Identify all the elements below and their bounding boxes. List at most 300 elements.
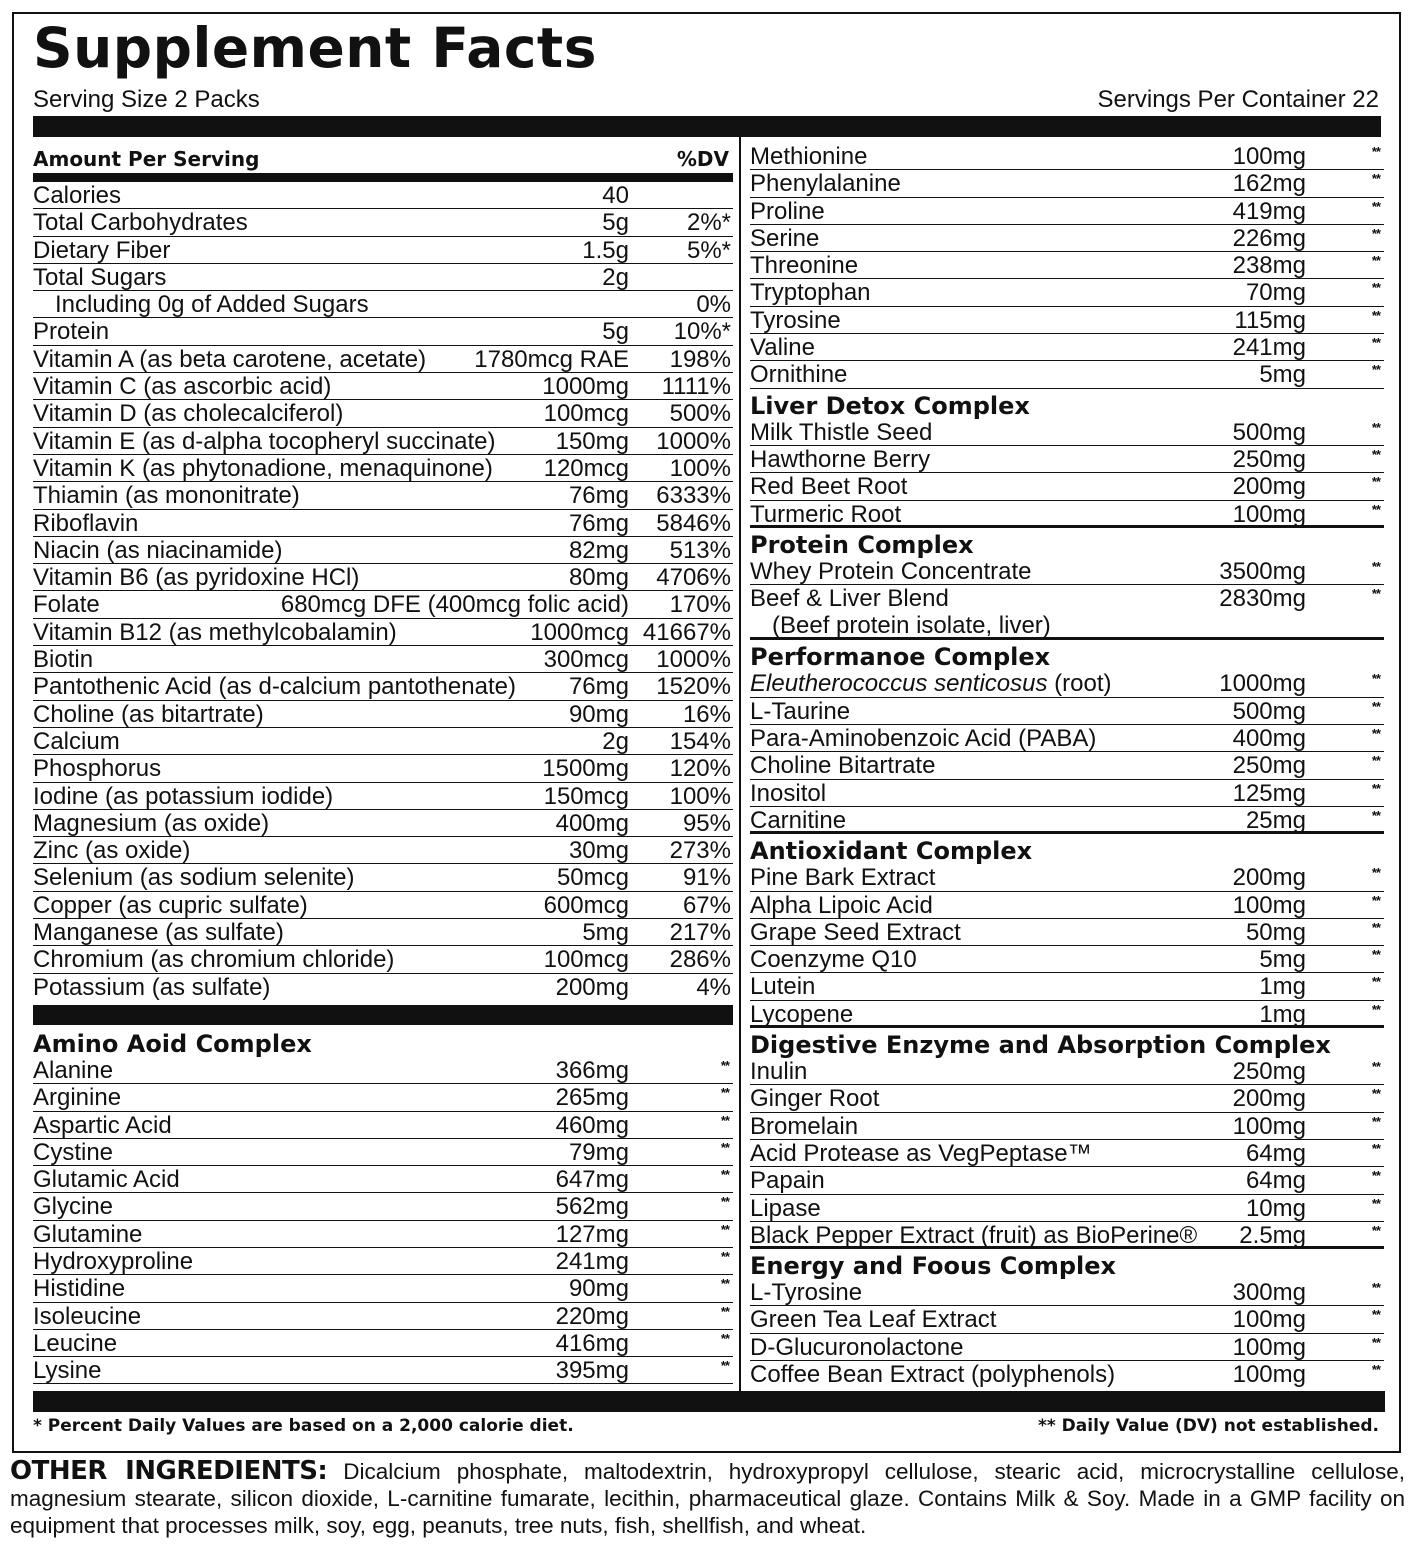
performance-row bbox=[750, 752, 1384, 779]
ingredient-name: Choline (as bitartrate) bbox=[33, 700, 264, 728]
ingredient-name: Isoleucine bbox=[33, 1302, 142, 1330]
ingredient-name-rest: (root) bbox=[1047, 670, 1112, 698]
percent-daily-value: 273% bbox=[669, 837, 731, 865]
ingredient-amount: 366mg bbox=[555, 1056, 629, 1084]
antioxidant-row bbox=[750, 892, 1384, 919]
nutrient-row bbox=[33, 701, 733, 728]
nutrient-row bbox=[33, 455, 733, 482]
dv-not-established-mark: ** bbox=[1371, 586, 1380, 602]
liver-row bbox=[750, 446, 1384, 473]
percent-daily-value: 500% bbox=[669, 400, 731, 428]
percent-daily-value: 5846% bbox=[656, 509, 731, 537]
ingredient-name: Milk Thistle Seed bbox=[750, 418, 933, 446]
ingredient-amount: 2g bbox=[602, 727, 629, 755]
amino-row bbox=[33, 1248, 733, 1275]
nutrient-row bbox=[33, 946, 733, 973]
energy-row bbox=[750, 1361, 1384, 1388]
energy-row bbox=[750, 1279, 1384, 1306]
ingredient-amount: 300mcg bbox=[543, 646, 629, 674]
ingredient-name: Valine bbox=[750, 334, 815, 362]
nutrient-row bbox=[33, 646, 733, 673]
dv-not-established-mark: ** bbox=[1371, 865, 1380, 881]
performance-section-title: Performanoe Complex bbox=[750, 643, 1051, 672]
ingredient-amount: 115mg bbox=[1234, 306, 1306, 334]
ingredient-name: Dietary Fiber bbox=[33, 236, 171, 264]
nutrient-row bbox=[33, 537, 733, 564]
ingredient-name: Serine bbox=[750, 224, 820, 252]
ingredient-amount: 200mg bbox=[1232, 864, 1306, 892]
ingredient-amount: 1000mg bbox=[1219, 670, 1306, 698]
ingredient-name: Threonine bbox=[750, 252, 859, 280]
nutrient-row bbox=[33, 974, 733, 1001]
dv-not-established-mark: ** bbox=[1371, 1195, 1380, 1211]
percent-daily-value: 0% bbox=[696, 291, 731, 319]
antioxidant-row bbox=[750, 919, 1384, 946]
ingredient-amount: 10mg bbox=[1245, 1194, 1306, 1222]
protein-list bbox=[750, 558, 1384, 613]
digestive-row bbox=[750, 1058, 1384, 1085]
ingredient-amount: 2.5mg bbox=[1239, 1221, 1306, 1249]
serving-size: Serving Size 2 Packs bbox=[33, 86, 260, 113]
ingredient-name: Niacin (as niacinamide) bbox=[33, 536, 283, 564]
ingredient-name: Methionine bbox=[750, 143, 868, 170]
ingredient-amount: 5mg bbox=[1259, 361, 1306, 389]
dv-not-established-mark: ** bbox=[720, 1303, 729, 1319]
ingredient-name: Protein bbox=[33, 318, 110, 346]
ingredient-name: Bromelain bbox=[750, 1112, 859, 1140]
ingredient-amount: 162mg bbox=[1232, 170, 1306, 198]
amount-per-serving-label: Amount Per Serving bbox=[33, 147, 260, 171]
amino-row bbox=[750, 225, 1384, 252]
ingredient-name: Riboflavin bbox=[33, 509, 139, 537]
ingredient-amount: 5g bbox=[602, 209, 629, 237]
ingredient-amount: 76mg bbox=[568, 673, 629, 701]
dv-not-established-mark: ** bbox=[1371, 1086, 1380, 1102]
ingredient-name: Coenzyme Q10 bbox=[750, 946, 917, 974]
percent-daily-value: 4706% bbox=[656, 564, 731, 592]
percent-daily-value: 16% bbox=[682, 700, 731, 728]
ingredient-name: Tryptophan bbox=[750, 279, 871, 307]
ingredient-amount: 80mg bbox=[568, 564, 629, 592]
ingredient-name: Lycopene bbox=[750, 1000, 854, 1028]
nutrient-row bbox=[33, 318, 733, 345]
amino-row bbox=[33, 1275, 733, 1302]
ingredient-name: Aspartic Acid bbox=[33, 1111, 172, 1139]
percent-daily-value: 154% bbox=[669, 727, 731, 755]
label-title: Supplement Facts bbox=[33, 16, 597, 80]
ingredient-name: Zinc (as oxide) bbox=[33, 837, 191, 865]
dv-not-established-mark: ** bbox=[1371, 947, 1380, 963]
ingredient-name: Total Carbohydrates bbox=[33, 209, 248, 237]
nutrient-row bbox=[33, 919, 733, 946]
ingredient-amount: 500mg bbox=[1232, 418, 1306, 446]
performance-row bbox=[750, 725, 1384, 752]
nutrient-row bbox=[33, 591, 733, 618]
ingredient-name: Glycine bbox=[33, 1193, 114, 1221]
ingredient-name: D-Glucuronolactone bbox=[750, 1333, 964, 1361]
protein-row bbox=[750, 558, 1384, 585]
ingredient-name: Vitamin B6 (as pyridoxine HCl) bbox=[33, 564, 360, 592]
ingredient-name: Ornithine bbox=[750, 361, 848, 389]
nutrient-row bbox=[33, 673, 733, 700]
nutrient-row bbox=[33, 182, 733, 209]
ingredient-name: Green Tea Leaf Extract bbox=[750, 1306, 997, 1334]
ingredient-amount: 241mg bbox=[1232, 334, 1306, 362]
dv-not-established-mark: ** bbox=[1371, 1113, 1380, 1129]
dv-not-established-mark: ** bbox=[1371, 253, 1380, 269]
percent-daily-value: 1000% bbox=[656, 427, 731, 455]
ingredient-name: Selenium (as sodium selenite) bbox=[33, 864, 355, 892]
ingredient-amount: 250mg bbox=[1232, 445, 1306, 473]
ingredient-amount: 82mg bbox=[568, 536, 629, 564]
ingredient-amount: 419mg bbox=[1232, 197, 1306, 225]
ingredient-amount: 100mg bbox=[1232, 1360, 1306, 1388]
ingredient-name: Calcium bbox=[33, 727, 120, 755]
dv-not-established-mark: ** bbox=[1371, 1222, 1380, 1238]
ingredient-amount: 395mg bbox=[555, 1357, 629, 1385]
ingredient-amount: 416mg bbox=[555, 1329, 629, 1357]
protein-blend-subtext: (Beef protein isolate, liver) bbox=[750, 612, 1384, 640]
amino-row bbox=[33, 1057, 733, 1084]
dv-not-established-mark: ** bbox=[1371, 671, 1380, 687]
percent-daily-value: 91% bbox=[682, 864, 731, 892]
ingredient-name: Glutamine bbox=[33, 1220, 143, 1248]
ingredient-name: Calories bbox=[33, 182, 122, 209]
dv-not-established-mark: ** bbox=[1371, 1001, 1380, 1017]
ingredient-amount: 40 bbox=[602, 182, 629, 209]
ingredient-amount: 1780mcg RAE bbox=[474, 345, 629, 373]
ingredient-amount: 90mg bbox=[568, 1275, 629, 1303]
ingredient-name: Thiamin (as mononitrate) bbox=[33, 482, 300, 510]
ingredient-name: Whey Protein Concentrate bbox=[750, 557, 1032, 585]
amino-row bbox=[750, 170, 1384, 197]
ingredient-name: Beef & Liver Blend bbox=[750, 585, 949, 613]
column-divider bbox=[739, 137, 741, 1391]
ingredient-name: Red Beet Root bbox=[750, 473, 908, 501]
dv-not-established-mark: ** bbox=[1371, 698, 1380, 714]
bottom-thick-bar bbox=[33, 1391, 1385, 1412]
nutrient-row bbox=[33, 810, 733, 837]
percent-daily-value: 95% bbox=[682, 809, 731, 837]
footnote-dv-not-established: ** Daily Value (DV) not established. bbox=[1037, 1416, 1379, 1436]
dv-not-established-mark: ** bbox=[720, 1330, 729, 1346]
performance-list bbox=[750, 698, 1384, 834]
digestive-row bbox=[750, 1195, 1384, 1222]
percent-daily-value: 120% bbox=[669, 755, 731, 783]
dv-not-established-mark: ** bbox=[1371, 1168, 1380, 1184]
percent-daily-value: 100% bbox=[669, 782, 731, 810]
performance-row bbox=[750, 670, 1384, 697]
energy-list bbox=[750, 1279, 1384, 1388]
percent-daily-value: 1000% bbox=[656, 646, 731, 674]
dv-not-established-mark: ** bbox=[1371, 780, 1380, 796]
dv-not-established-mark: ** bbox=[1371, 1140, 1380, 1156]
nutrients-list bbox=[33, 182, 733, 1001]
percent-daily-value: 67% bbox=[682, 891, 731, 919]
percent-daily-value: 286% bbox=[669, 946, 731, 974]
ingredient-name: Manganese (as sulfate) bbox=[33, 919, 284, 947]
ingredient-name: Pine Bark Extract bbox=[750, 864, 936, 892]
amino-row bbox=[33, 1193, 733, 1220]
amino-row bbox=[750, 307, 1384, 334]
amino-row bbox=[750, 279, 1384, 306]
digestive-row bbox=[750, 1113, 1384, 1140]
amino-row bbox=[33, 1112, 733, 1139]
liver-row bbox=[750, 501, 1384, 528]
ingredient-amount: 100mg bbox=[1232, 1333, 1306, 1361]
ingredient-amount: 76mg bbox=[568, 482, 629, 510]
liver-list bbox=[750, 419, 1384, 528]
ingredient-amount: 200mg bbox=[1232, 1085, 1306, 1113]
amino-row bbox=[750, 334, 1384, 361]
performance-row bbox=[750, 780, 1384, 807]
dv-header-label: %DV bbox=[676, 147, 729, 171]
footnote-percent-dv: * Percent Daily Values are based on a 2,000 calorie diet. bbox=[33, 1416, 574, 1436]
ingredient-amount: 90mg bbox=[568, 700, 629, 728]
ingredient-name: Inulin bbox=[750, 1058, 808, 1086]
ingredient-name: Total Sugars bbox=[33, 263, 167, 291]
dv-not-established-mark: ** bbox=[1371, 171, 1380, 187]
ingredient-amount: 100mg bbox=[1232, 143, 1306, 170]
ingredient-name: Lysine bbox=[33, 1357, 102, 1385]
percent-daily-value: 513% bbox=[669, 536, 731, 564]
liver-row bbox=[750, 419, 1384, 446]
digestive-row bbox=[750, 1222, 1384, 1249]
ingredient-name: Coffee Bean Extract (polyphenols) bbox=[750, 1360, 1116, 1388]
antioxidant-list bbox=[750, 864, 1384, 1028]
nutrient-row bbox=[33, 373, 733, 400]
nutrient-row bbox=[33, 864, 733, 891]
dv-not-established-mark: ** bbox=[1371, 974, 1380, 990]
ingredient-amount: 79mg bbox=[568, 1138, 629, 1166]
amino-row bbox=[33, 1330, 733, 1357]
ingredient-amount: 30mg bbox=[568, 837, 629, 865]
liver-row bbox=[750, 473, 1384, 500]
ingredient-amount: 125mg bbox=[1232, 779, 1306, 807]
ingredient-amount: 100mg bbox=[1232, 1112, 1306, 1140]
amino-row bbox=[33, 1084, 733, 1111]
ingredient-amount: 5mg bbox=[582, 919, 629, 947]
nutrient-row bbox=[33, 728, 733, 755]
ingredient-name: Copper (as cupric sulfate) bbox=[33, 891, 308, 919]
ingredient-name: Lipase bbox=[750, 1194, 821, 1222]
amino-row bbox=[750, 361, 1384, 388]
ingredient-name: Potassium (as sulfate) bbox=[33, 973, 271, 1001]
energy-row bbox=[750, 1334, 1384, 1361]
ingredient-name: Histidine bbox=[33, 1275, 126, 1303]
digestive-list bbox=[750, 1058, 1384, 1249]
ingredient-name: Hydroxyproline bbox=[33, 1247, 194, 1275]
other-ingredients bbox=[10, 1458, 1405, 1539]
ingredient-amount: 300mg bbox=[1232, 1279, 1306, 1307]
dv-not-established-mark: ** bbox=[720, 1221, 729, 1237]
ingredient-amount: 25mg bbox=[1245, 806, 1306, 834]
dv-not-established-mark: ** bbox=[1371, 892, 1380, 908]
dv-not-established-mark: ** bbox=[1371, 198, 1380, 214]
ingredient-amount: 70mg bbox=[1245, 279, 1306, 307]
top-thick-bar bbox=[33, 116, 1381, 137]
ingredient-name: Leucine bbox=[33, 1329, 118, 1357]
ingredient-name: Choline Bitartrate bbox=[750, 752, 936, 780]
ingredient-name: L-Taurine bbox=[750, 697, 851, 725]
antioxidant-row bbox=[750, 946, 1384, 973]
nutrient-row bbox=[33, 783, 733, 810]
ingredient-amount: 400mg bbox=[555, 809, 629, 837]
antioxidant-row bbox=[750, 973, 1384, 1000]
servings-per-container: Servings Per Container 22 bbox=[1097, 86, 1379, 113]
ingredient-amount: 100mg bbox=[1232, 1306, 1306, 1334]
energy-row bbox=[750, 1306, 1384, 1333]
ingredient-name: Cystine bbox=[33, 1138, 114, 1166]
ingredient-name: Inositol bbox=[750, 779, 827, 807]
ingredient-amount: 241mg bbox=[555, 1247, 629, 1275]
ingredient-amount: 64mg bbox=[1245, 1167, 1306, 1195]
ingredient-name: Including 0g of Added Sugars bbox=[55, 291, 369, 319]
dv-not-established-mark: ** bbox=[720, 1139, 729, 1155]
right-column bbox=[750, 143, 1384, 1388]
ingredient-amount: 120mcg bbox=[543, 454, 629, 482]
dv-not-established-mark: ** bbox=[1371, 362, 1380, 378]
ingredient-name: Carnitine bbox=[750, 806, 847, 834]
liver-section-title: Liver Detox Complex bbox=[750, 391, 1030, 420]
dv-not-established-mark: ** bbox=[1371, 1280, 1380, 1296]
dv-not-established-mark: ** bbox=[720, 1167, 729, 1183]
ingredient-amount: 76mg bbox=[568, 509, 629, 537]
nutrient-row bbox=[33, 510, 733, 537]
ingredient-amount: 3500mg bbox=[1219, 557, 1306, 585]
antioxidant-section-title: Antioxidant Complex bbox=[750, 837, 1033, 866]
ingredient-amount: 2830mg bbox=[1219, 585, 1306, 613]
ingredient-amount: 2g bbox=[602, 263, 629, 291]
dv-not-established-mark: ** bbox=[720, 1358, 729, 1374]
dv-not-established-mark: ** bbox=[1371, 419, 1380, 435]
ingredient-amount: 500mg bbox=[1232, 697, 1306, 725]
ingredient-name: Vitamin C (as ascorbic acid) bbox=[33, 373, 332, 401]
ingredient-amount: 238mg bbox=[1232, 252, 1306, 280]
percent-daily-value: 198% bbox=[669, 345, 731, 373]
ingredient-amount: 64mg bbox=[1245, 1139, 1306, 1167]
ingredient-name: Phosphorus bbox=[33, 755, 162, 783]
ingredient-name: Folate bbox=[33, 591, 100, 619]
ingredient-name: Glutamic Acid bbox=[33, 1166, 180, 1194]
percent-daily-value: 1520% bbox=[656, 673, 731, 701]
percent-daily-value: 10%* bbox=[673, 318, 731, 346]
dv-not-established-mark: ** bbox=[1371, 807, 1380, 823]
antioxidant-row bbox=[750, 864, 1384, 891]
ingredient-amount: 250mg bbox=[1232, 752, 1306, 780]
ingredient-amount: 460mg bbox=[555, 1111, 629, 1139]
other-ingredients-label: OTHER INGREDIENTS: bbox=[10, 1456, 328, 1486]
ingredient-name: Turmeric Root bbox=[750, 500, 902, 528]
energy-section-title: Energy and Foous Complex bbox=[750, 1252, 1116, 1281]
ingredient-name: Phenylalanine bbox=[750, 170, 901, 198]
ingredient-name bbox=[750, 670, 1112, 697]
percent-daily-value: 2%* bbox=[686, 209, 731, 237]
ingredient-amount: 100mcg bbox=[543, 946, 629, 974]
ingredient-name: Alpha Lipoic Acid bbox=[750, 891, 933, 919]
amino-row bbox=[750, 198, 1384, 225]
dv-not-established-mark: ** bbox=[1371, 225, 1380, 241]
nutrient-row bbox=[33, 564, 733, 591]
percent-daily-value: 6333% bbox=[656, 482, 731, 510]
ingredient-name: Iodine (as potassium iodide) bbox=[33, 782, 334, 810]
ingredient-amount: 50mcg bbox=[556, 864, 629, 892]
percent-daily-value: 4% bbox=[696, 973, 731, 1001]
digestive-row bbox=[750, 1085, 1384, 1112]
dv-not-established-mark: ** bbox=[1371, 1334, 1380, 1350]
left-column bbox=[33, 145, 733, 1384]
dv-not-established-mark: ** bbox=[720, 1112, 729, 1128]
ingredient-name: Pantothenic Acid (as d-calcium pantothenate) bbox=[33, 673, 516, 701]
ingredient-amount: 647mg bbox=[555, 1166, 629, 1194]
amino-row bbox=[33, 1139, 733, 1166]
nutrient-row bbox=[33, 209, 733, 236]
other-ingredients-text: Dicalcium phosphate, maltodextrin, hydroxypropyl cellulose, stearic acid, microcrystalline cellulose, magnesium stearate, silicon dioxide, L-carnitine fumarate, lecithin, pharmaceutical glaze. Contains Milk & Soy. Made in a GMP facility on equipment that processes milk, soy, egg, peanuts, tree nuts, fish, shellfish, and wheat. bbox=[10, 1459, 1406, 1538]
ingredient-amount: 150mcg bbox=[543, 782, 629, 810]
nutrient-row bbox=[33, 291, 733, 318]
percent-daily-value: 5%* bbox=[686, 236, 731, 264]
nutrient-row bbox=[33, 237, 733, 264]
ingredient-amount: 226mg bbox=[1232, 224, 1306, 252]
nutrient-row bbox=[33, 837, 733, 864]
nutrient-row bbox=[33, 346, 733, 373]
ingredient-name: Vitamin D (as cholecalciferol) bbox=[33, 400, 344, 428]
ingredient-amount: 100mg bbox=[1232, 891, 1306, 919]
dv-not-established-mark: ** bbox=[1371, 919, 1380, 935]
ingredient-name: Lutein bbox=[750, 973, 816, 1001]
ingredient-amount: 127mg bbox=[555, 1220, 629, 1248]
ingredient-name: Biotin bbox=[33, 646, 94, 674]
ingredient-amount: 1500mg bbox=[542, 755, 629, 783]
ingredient-name: Vitamin B12 (as methylcobalamin) bbox=[33, 618, 397, 646]
performance-row bbox=[750, 698, 1384, 725]
digestive-row bbox=[750, 1167, 1384, 1194]
ingredient-name: Vitamin K (as phytonadione, menaquinone) bbox=[33, 454, 493, 482]
ingredient-name: Black Pepper Extract (fruit) as BioPerine® bbox=[750, 1221, 1198, 1249]
ingredient-amount: 1000mg bbox=[542, 373, 629, 401]
amino-row bbox=[750, 143, 1384, 170]
ingredient-name: Vitamin A (as beta carotene, acetate) bbox=[33, 345, 427, 373]
nutrient-row bbox=[33, 400, 733, 427]
digestive-row bbox=[750, 1140, 1384, 1167]
ingredient-name: Chromium (as chromium chloride) bbox=[33, 946, 395, 974]
dv-not-established-mark: ** bbox=[1371, 726, 1380, 742]
ingredient-name-italic: Eleutherococcus senticosus bbox=[750, 670, 1048, 698]
percent-daily-value: 217% bbox=[669, 919, 731, 947]
amino-section-title: Amino Aoid Complex bbox=[33, 1029, 312, 1058]
header-bar bbox=[33, 173, 733, 182]
nutrient-row bbox=[33, 755, 733, 782]
ingredient-amount: 50mg bbox=[1245, 918, 1306, 946]
ingredient-name: Arginine bbox=[33, 1084, 122, 1112]
amino-row bbox=[33, 1221, 733, 1248]
antioxidant-row bbox=[750, 1001, 1384, 1028]
ingredient-amount: 680mcg DFE (400mcg folic acid) bbox=[280, 591, 629, 619]
ingredient-name: Ginger Root bbox=[750, 1085, 880, 1113]
ingredient-amount: 265mg bbox=[555, 1084, 629, 1112]
ingredient-amount: 200mg bbox=[555, 973, 629, 1001]
dv-not-established-mark: ** bbox=[1371, 446, 1380, 462]
dv-not-established-mark: ** bbox=[1371, 474, 1380, 490]
vitamins-end-bar bbox=[33, 1005, 733, 1025]
percent-daily-value: 170% bbox=[669, 591, 731, 619]
ingredient-amount: 1mg bbox=[1259, 1000, 1306, 1028]
ingredient-amount: 1.5g bbox=[582, 236, 629, 264]
ingredient-amount: 5g bbox=[602, 318, 629, 346]
nutrient-row bbox=[33, 619, 733, 646]
ingredient-name: L-Tyrosine bbox=[750, 1279, 863, 1307]
ingredient-name: Para-Aminobenzoic Acid (PABA) bbox=[750, 725, 1097, 753]
